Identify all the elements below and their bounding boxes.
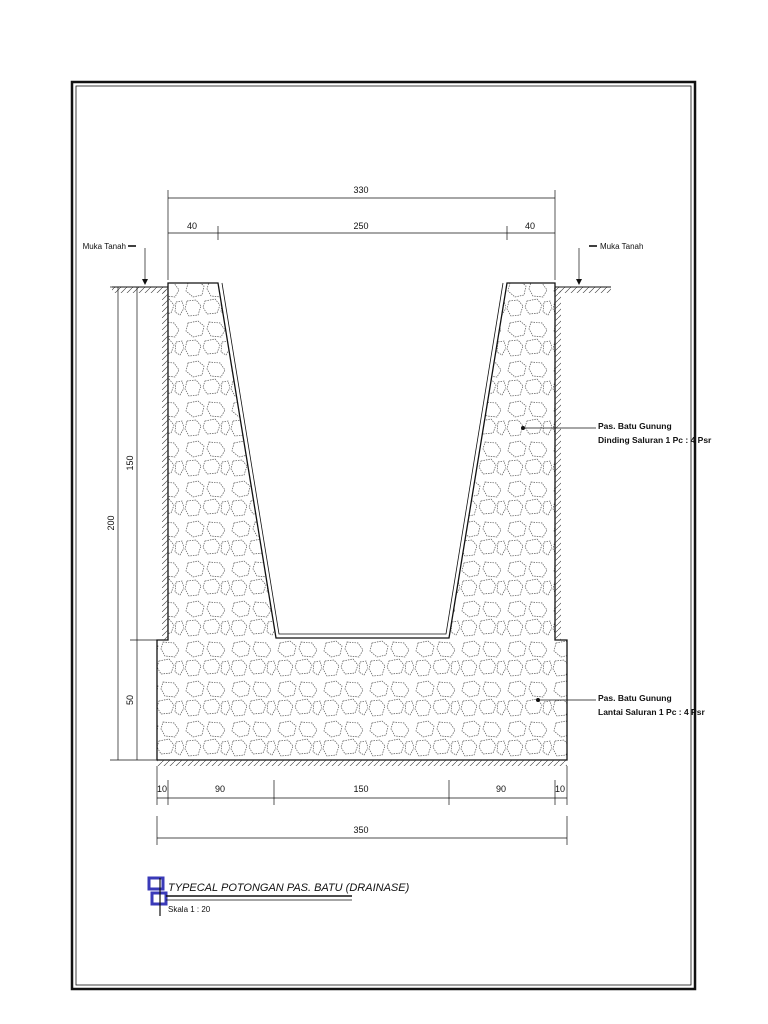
dimension-label-top-left: 40: [186, 221, 198, 231]
dimension-label-330: 330: [353, 185, 369, 195]
ground-hatch-wall-left: [162, 290, 168, 640]
dimension-label-bottom-4: 90: [495, 784, 507, 794]
dimension-label-350: 350: [353, 825, 369, 835]
wall-note-line1: Pas. Batu Gunung: [598, 421, 672, 431]
dimension-label-bottom-5: 10: [554, 784, 566, 794]
dimension-left-total: [110, 287, 157, 760]
dimension-top-total: [168, 190, 555, 280]
drawing-scale: Skala 1 : 20: [168, 905, 211, 914]
dimension-left-parts: [130, 287, 157, 760]
ground-label-left: Muka Tanah: [82, 242, 126, 251]
ground-hatch-right: [555, 287, 611, 293]
dimension-label-top-right: 40: [524, 221, 536, 231]
dimension-label-150: 150: [125, 455, 135, 471]
ground-label-right: Muka Tanah: [600, 242, 644, 251]
dimension-label-200: 200: [106, 515, 116, 531]
title-block-icon: [149, 878, 166, 916]
dimension-label-bottom-1: 10: [156, 784, 168, 794]
wall-note-line2: Dinding Saluran 1 Pc : 4 Psr: [598, 435, 712, 445]
ground-marker-left: [128, 246, 148, 285]
floor-note-line2: Lantai Saluran 1 Pc : 4 Psr: [598, 707, 705, 717]
dimension-label-50: 50: [125, 694, 135, 706]
dimension-label-bottom-2: 90: [214, 784, 226, 794]
ground-hatch-left: [112, 287, 168, 293]
dimension-label-top-middle: 250: [353, 221, 369, 231]
ground-hatch-bottom: [157, 760, 567, 766]
ground-marker-right: [576, 246, 597, 285]
ground-hatch-wall-right: [555, 290, 561, 640]
dimension-label-bottom-3: 150: [353, 784, 369, 794]
channel-section: [157, 283, 567, 760]
drawing-title: TYPECAL POTONGAN PAS. BATU (DRAINASE): [168, 882, 410, 894]
floor-note-line1: Pas. Batu Gunung: [598, 693, 672, 703]
